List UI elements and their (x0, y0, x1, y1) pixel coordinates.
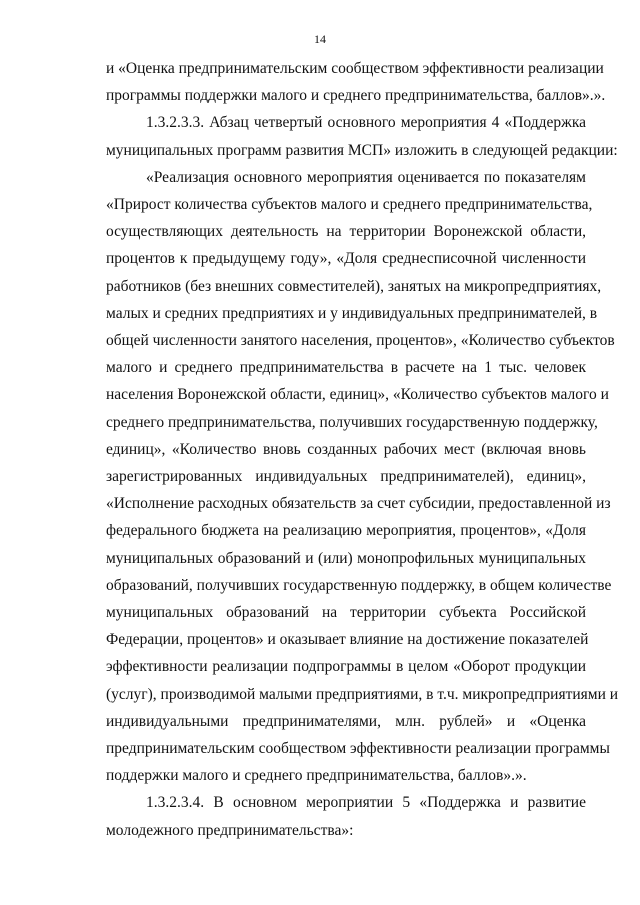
text-line: работников (без внешних совместителей), занятых на микропредприятиях, (106, 277, 602, 295)
document-body (106, 55, 619, 844)
text-line: среднего предпринимательства, получивших государственную поддержку, (106, 413, 598, 431)
text-line: (услуг), производимой малыми предприятиями, в т.ч. микропредприятиями и (106, 685, 619, 703)
page-number: 14 (314, 32, 326, 46)
text-line: 1.3.2.3.4. В основном мероприятии 5 «Поддержка и развитие (146, 794, 586, 812)
text-line: муниципальных образований на территории субъекта Российской (106, 604, 586, 622)
text-line: малого и среднего предпринимательства в расчете на 1 тыс. человек (106, 359, 586, 377)
text-line: муниципальных программ развития МСП» изложить в следующей редакции: (106, 141, 618, 159)
text-line: молодежного предпринимательства»: (106, 821, 354, 839)
text-line: общей численности занятого населения, процентов», «Количество субъектов (106, 332, 615, 350)
text-line: предпринимательским сообществом эффективности реализации программы (106, 740, 610, 758)
paragraph-2 (106, 109, 618, 163)
text-line: и «Оценка предпринимательским сообществом эффективности реализации (106, 60, 604, 77)
text-line: поддержки малого и среднего предпринимательства, баллов».». (106, 767, 527, 785)
text-line: единиц», «Количество вновь созданных рабочих мест (включая вновь (106, 440, 586, 458)
text-line: осуществляющих деятельность на территории Воронежской области, (106, 223, 586, 241)
text-line: программы поддержки малого и среднего предпринимательства, баллов».». (106, 87, 606, 105)
paragraph-1 (106, 55, 606, 109)
text-line: населения Воронежской области, единиц», «Количество субъектов малого и (106, 386, 609, 404)
text-line: «Прирост количества субъектов малого и среднего предпринимательства, (106, 196, 593, 214)
text-line: федерального бюджета на реализацию мероприятия, процентов», «Доля (106, 522, 586, 540)
text-line: «Реализация основного мероприятия оценивается по показателям (146, 168, 586, 186)
text-line: «Исполнение расходных обязательств за счет субсидии, предоставленной из (106, 495, 611, 513)
paragraph-4 (106, 789, 586, 843)
text-line: процентов к предыдущему году», «Доля среднесписочной численности (106, 250, 586, 268)
text-line: образований, получивших государственную поддержку, в общем количестве (106, 576, 612, 594)
text-line: индивидуальными предпринимателями, млн. рублей» и «Оценка (106, 712, 586, 730)
text-line: муниципальных образований и (или) монопрофильных муниципальных (106, 549, 586, 567)
paragraph-3 (106, 164, 619, 790)
text-line: Федерации, процентов» и оказывает влияние на достижение показателей (106, 631, 589, 649)
text-line: эффективности реализации подпрограммы в целом «Оборот продукции (106, 658, 586, 676)
text-line: малых и средних предприятиях и у индивидуальных предпринимателей, в (106, 304, 598, 322)
text-line: зарегистрированных индивидуальных предпринимателей), единиц», (106, 468, 586, 486)
text-line: 1.3.2.3.3. Абзац четвертый основного мероприятия 4 «Поддержка (146, 114, 586, 132)
